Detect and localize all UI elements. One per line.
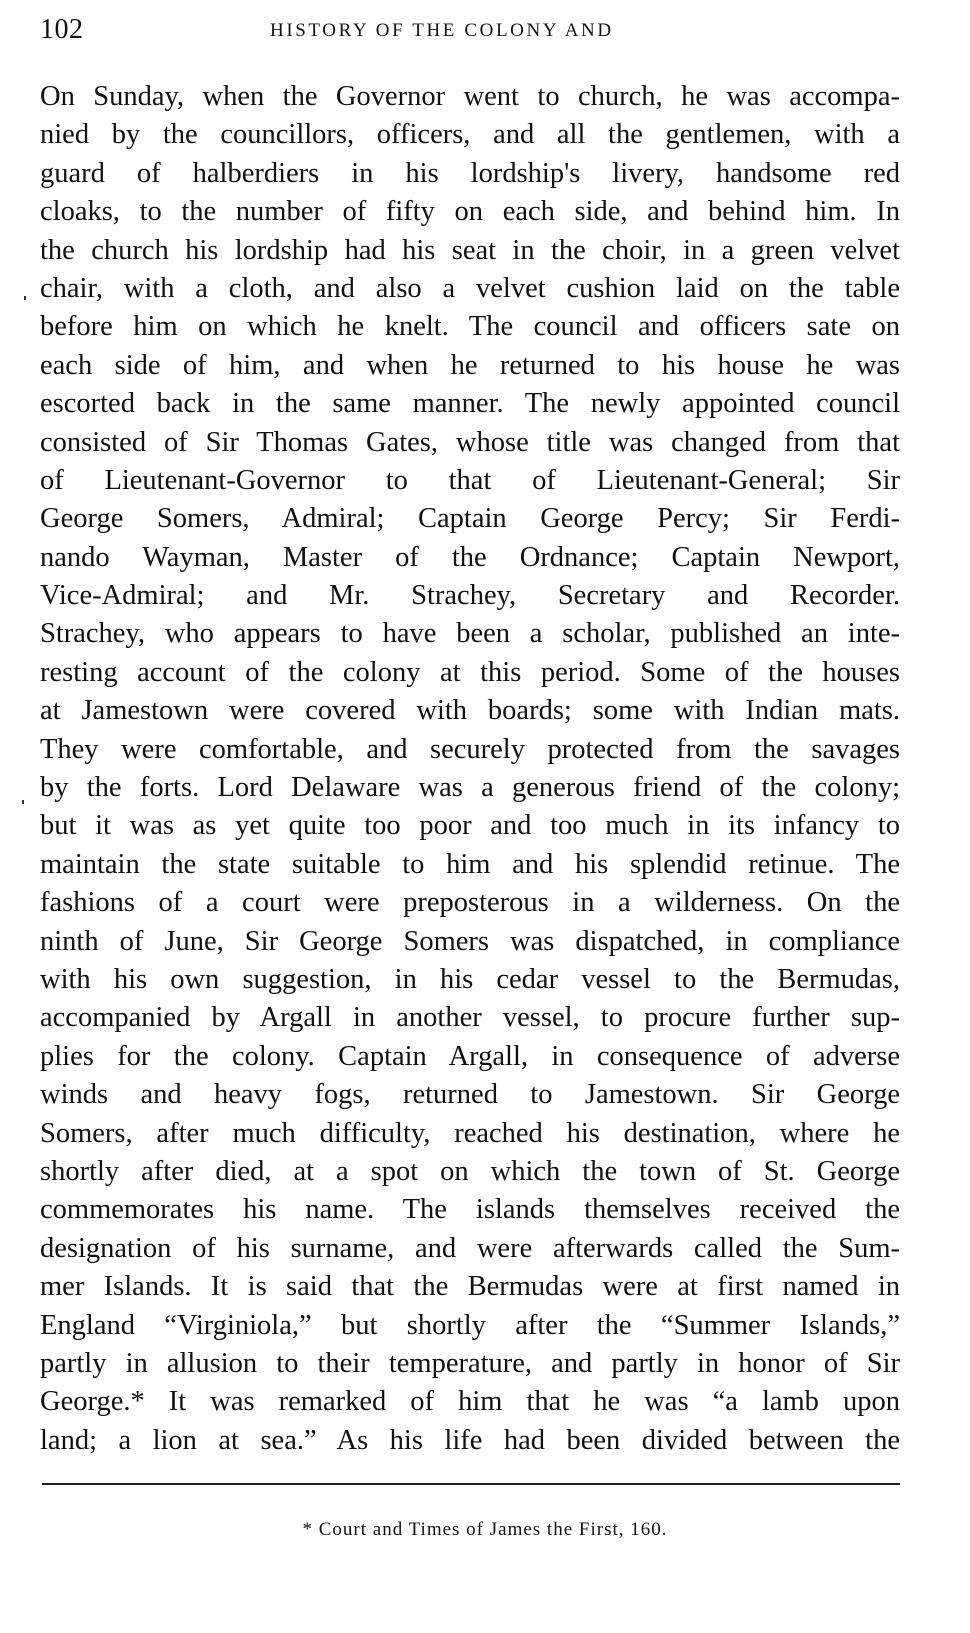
text-line: guard of halberdiers in his lordship's livery, handsome red (40, 157, 900, 189)
text-line: but it was as yet quite too poor and too much in its infancy to (40, 810, 900, 842)
text-line: nando Wayman, Master of the Ordnance; Captain Newport, (40, 541, 900, 573)
text-line: with his own suggestion, in his cedar vessel to the Bermudas, (40, 963, 900, 995)
text-line: Somers, after much difficulty, reached his destination, where he (40, 1117, 900, 1149)
text-line: accompanied by Argall in another vessel, to procure further sup- (40, 1002, 900, 1034)
text-line: resting account of the colony at this period. Some of the houses (40, 656, 900, 688)
text-line: They were comfortable, and securely protected from the savages (40, 733, 900, 765)
text-line: winds and heavy fogs, returned to Jamestown. Sir George (40, 1079, 900, 1111)
text-line: plies for the colony. Captain Argall, in consequence of adverse (40, 1040, 900, 1072)
page-header (40, 14, 900, 50)
text-line: land; a lion at sea.” As his life had been divided between the (40, 1424, 900, 1456)
ink-speck-mark (24, 296, 26, 300)
text-line: shortly after died, at a spot on which the town of St. George (40, 1155, 900, 1187)
text-line: consisted of Sir Thomas Gates, whose title was changed from that (40, 426, 900, 458)
text-line: of Lieutenant-Governor to that of Lieutenant-General; Sir (40, 464, 900, 496)
text-line: fashions of a court were preposterous in a wilderness. On the (40, 887, 900, 919)
body-text (40, 78, 900, 1460)
running-head: HISTORY OF THE COLONY AND (270, 20, 614, 41)
text-line: by the forts. Lord Delaware was a generous friend of the colony; (40, 772, 900, 804)
text-line: nied by the councillors, officers, and all the gentlemen, with a (40, 119, 900, 151)
text-line: chair, with a cloth, and also a velvet cushion laid on the table (40, 272, 900, 304)
text-line: commemorates his name. The islands themselves received the (40, 1194, 900, 1226)
text-line: cloaks, to the number of fifty on each side, and behind him. In (40, 196, 900, 228)
text-line: Strachey, who appears to have been a scholar, published an inte- (40, 618, 900, 650)
text-line: partly in allusion to their temperature, and partly in honor of Sir (40, 1347, 900, 1379)
footnote: * Court and Times of James the First, 160. (302, 1519, 668, 1540)
footnote-divider (42, 1483, 900, 1485)
text-line: designation of his surname, and were afterwards called the Sum- (40, 1232, 900, 1264)
text-line: the church his lordship had his seat in the choir, in a green velvet (40, 234, 900, 266)
ink-speck-mark (22, 800, 24, 804)
text-line: mer Islands. It is said that the Bermudas were at first named in (40, 1271, 900, 1303)
text-line: at Jamestown were covered with boards; some with Indian mats. (40, 695, 900, 727)
page-number: 102 (40, 14, 84, 45)
text-line: Vice-Admiral; and Mr. Strachey, Secretary and Recorder. (40, 580, 900, 612)
text-line: escorted back in the same manner. The newly appointed council (40, 388, 900, 420)
text-line: On Sunday, when the Governor went to church, he was accompa- (40, 81, 900, 112)
text-line: each side of him, and when he returned to his house he was (40, 349, 900, 381)
text-line: George Somers, Admiral; Captain George Percy; Sir Ferdi- (40, 503, 900, 535)
text-line: ninth of June, Sir George Somers was dispatched, in compliance (40, 925, 900, 957)
text-line: before him on which he knelt. The council and officers sate on (40, 311, 900, 343)
text-line: George.* It was remarked of him that he was “a lamb upon (40, 1386, 900, 1418)
text-line: England “Virginiola,” but shortly after the “Summer Islands,” (40, 1309, 900, 1341)
text-line: maintain the state suitable to him and his splendid retinue. The (40, 848, 900, 880)
